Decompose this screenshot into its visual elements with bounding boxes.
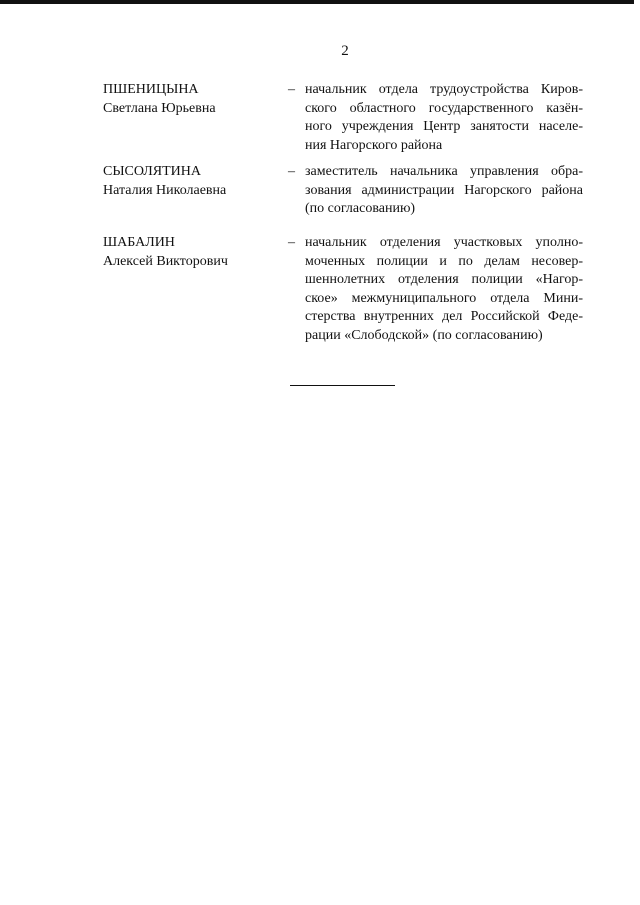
position-line: рации «Слободской» (по согласованию) (305, 327, 543, 343)
position-line: шеннолетних отделения полиции «Нагор- (305, 272, 583, 287)
member-surname: ШАБАЛИН (103, 235, 175, 250)
position-line: ния Нагорского района (305, 137, 443, 153)
top-border-rule (0, 0, 634, 4)
entry-dash: – (288, 82, 295, 97)
position-line: зования администрации Нагорского района (305, 182, 583, 198)
position-line: (по согласованию) (305, 201, 416, 216)
member-position (305, 81, 583, 155)
position-line: начальник отдела трудоустройства Киров- (305, 82, 583, 97)
position-line: моченных полиции и по делам несовер- (305, 253, 583, 269)
entry-dash: – (288, 164, 295, 179)
member-position (305, 163, 583, 219)
member-name (103, 234, 273, 271)
position-line: заместитель начальника управления обра- (305, 164, 583, 179)
page-number: 2 (341, 43, 349, 59)
closing-rule (290, 385, 395, 386)
member-position (305, 234, 583, 345)
member-given-names: Наталия Николаевна (103, 182, 227, 198)
position-line: начальник отделения участковых уполно- (305, 235, 583, 250)
member-surname: СЫСОЛЯТИНА (103, 164, 202, 179)
member-given-names: Алексей Викторович (103, 253, 228, 269)
position-line: стерства внутренних дел Российской Феде- (305, 309, 583, 324)
position-line: ного учреждения Центр занятости населе- (305, 119, 583, 134)
member-surname: ПШЕНИЦЫНА (103, 82, 199, 97)
entry-dash: – (288, 235, 295, 250)
member-given-names: Светлана Юрьевна (103, 100, 216, 116)
position-line: ского областного государственного казён- (305, 100, 583, 116)
position-line: ское» межмуниципального отдела Мини- (305, 290, 583, 306)
member-name (103, 163, 273, 200)
member-name (103, 81, 273, 118)
